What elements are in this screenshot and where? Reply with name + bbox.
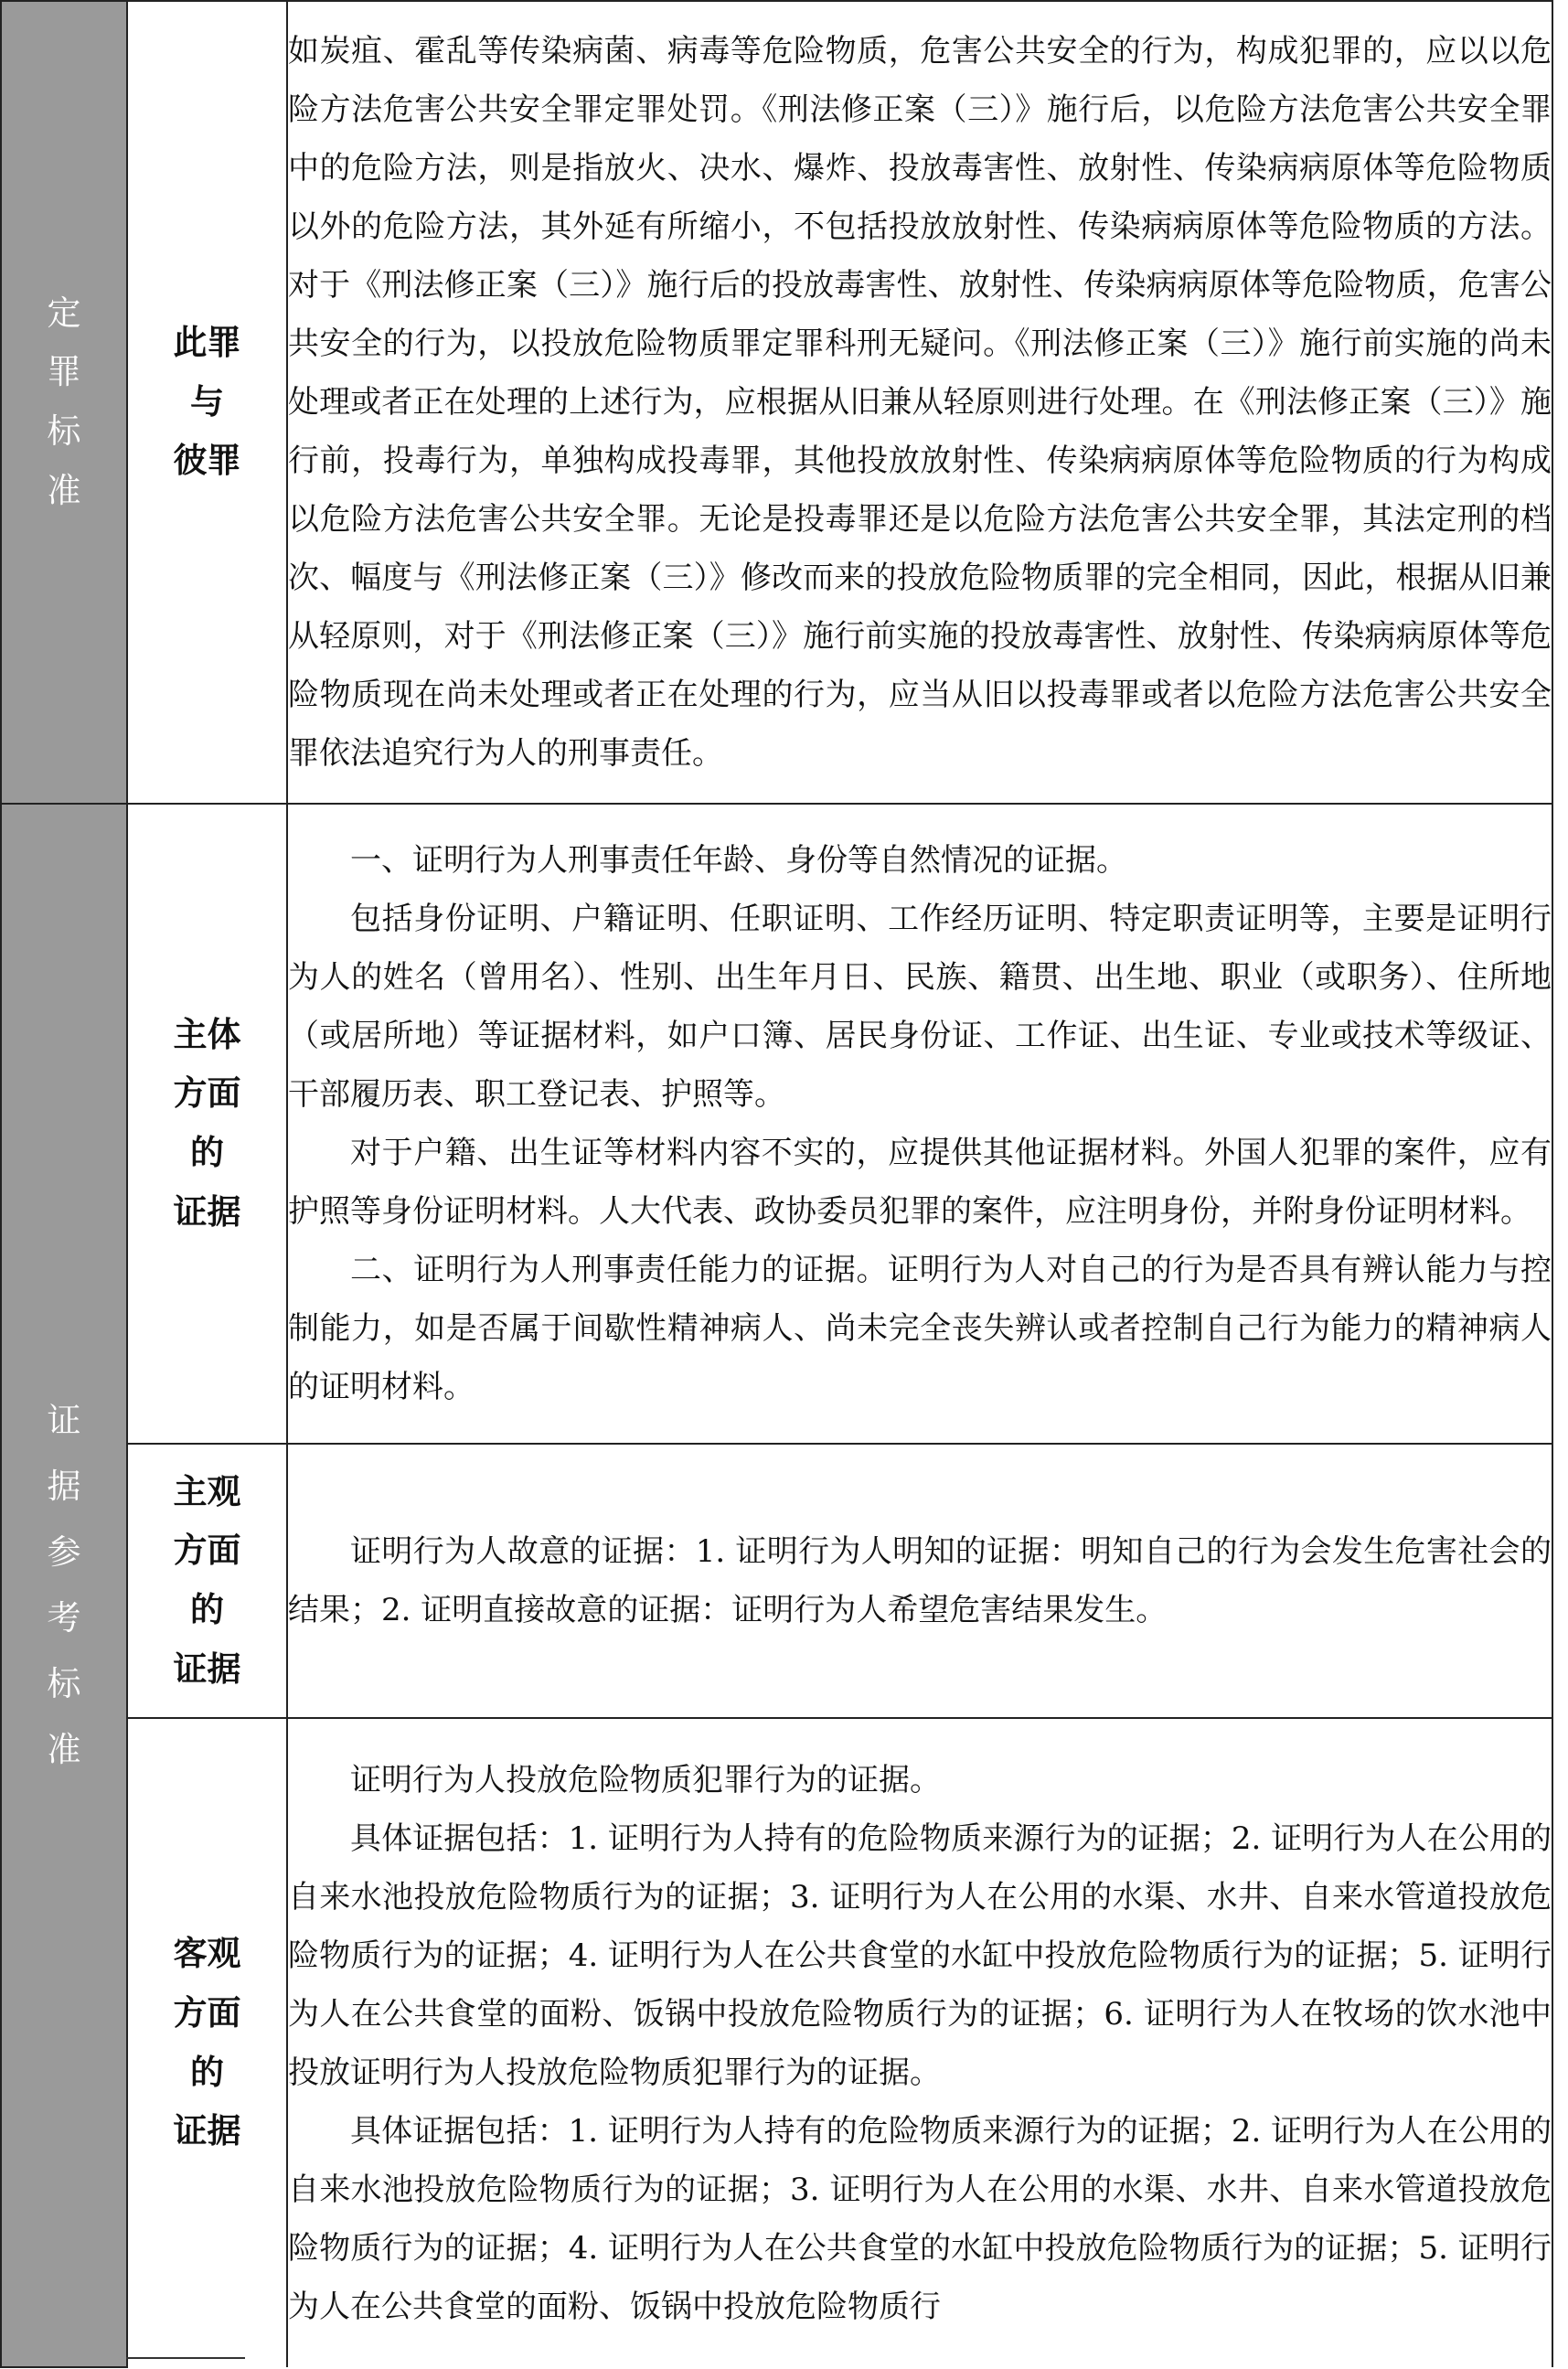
section-char: 考 [47,1598,81,1638]
paragraph: 证明行为人投放危险物质犯罪行为的证据。 [350,1761,941,1798]
paragraph: 如炭疽、霍乱等传染病菌、病毒等危险物质，危害公共安全的行为，构成犯罪的，应以以危险方法危害公共安全罪定罪处罚。《刑法修正案（三）》施行后，以危险方法危害公共安全罪中的危险方法，则是指放火、决水、爆炸、投放毒害性、放射性、传染病病原体等危险物质以外的危险方法，其外延有所缩小，不包括投放放射性、传染病病原体等危险物质的方法。对于《刑法修正案（三）》施行后的投放毒害性、放射性、传染病病原体等危险物质，危害公共安全的行为，以投放危险物质罪定罪科刑无疑问。《刑法修正案（三）》施行前实施的尚未处理或者正在处理的上述行为，应根据从旧兼从轻原则进行处理。在《刑法修正案（三）》施行前，投毒行为，单独构成投毒罪，其他投放放射性、传染病病原体等危险物质的行为构成以危险方法危害公共安全罪。无论是投毒罪还是以危险方法危害公共安全罪，其法定刑的档次、幅度与《刑法修正案（三）》修改而来的投放危险物质罪的完全相同，因此，根据从旧兼从轻原则，对于《刑法修正案（三）》施行前实施的投放毒害性、放射性、传染病病原体等危险物质现在尚未处理或者正在处理的行为，应当从旧以投毒罪或者以危险方法危害公共安全罪依法追究行为人的刑事责任。 [288,33,1552,772]
section-char: 据 [47,1466,81,1506]
row-label-line: 证据 [173,1649,241,1689]
paragraph: 对于户籍、出生证等材料内容不实的，应提供其他证据材料。外国人犯罪的案件，应有护照等身份证明材料。人大代表、政协委员犯罪的案件，应注明身份，并附身份证明材料。 [288,1135,1552,1230]
row-label-line: 证据 [173,1191,241,1232]
section-char: 标 [47,1664,81,1704]
footnote-divider [126,2357,245,2359]
section-char: 证 [47,1400,81,1440]
row-label-line: 方面 [173,1531,241,1571]
row-label-line: 与 [190,381,224,422]
section-char: 定 [47,293,81,333]
paragraph: 具体证据包括：1. 证明行为人持有的危险物质来源行为的证据；2. 证明行为人在公用的自来水池投放危险物质行为的证据；3. 证明行为人在公用的水渠、水井、自来水管道投放危险物质行为的证据；4. 证明行为人在公共食堂的水缸中投放危险物质行为的证据；5. 证明行为人在公共食堂的面粉、饭锅中投放危险物质行为的证据；6. 证明行为人在牧场的饮水池中投放证明行为人投放危险物质犯罪行为的证据。 [288,1819,1552,2091]
row-label-line: 的 [190,1590,224,1629]
paragraph: 二、证明行为人刑事责任能力的证据。证明行为人对自己的行为是否具有辨认能力与控制能力，如是否属于间歇性精神病人、尚未完全丧失辨认或者控制自己行为能力的精神病人的证明材料。 [288,1252,1552,1405]
table-row [1,1718,1552,2367]
paragraph: 一、证明行为人刑事责任年龄、身份等自然情况的证据。 [350,842,1127,879]
section-char: 参 [47,1531,81,1572]
row-content-keguan [287,1718,1552,2367]
section-char: 标 [47,411,81,451]
table-row [1,1,1552,804]
section-char: 准 [47,1730,81,1770]
row-label-line: 彼罪 [173,441,241,481]
row-label-zhuti [127,804,287,1444]
table-row [1,1444,1552,1718]
row-content-zhuguan [287,1444,1552,1718]
table-row [1,804,1552,1444]
row-label-line: 的 [190,2052,224,2092]
row-label-zhuguan [127,1444,287,1718]
row-label-line: 客观 [173,1934,241,1973]
row-label-line: 证据 [173,2111,241,2151]
paragraph: 证明行为人故意的证据：1. 证明行为人明知的证据：明知自己的行为会发生危害社会的结果；2. 证明直接故意的证据：证明行为人希望危害结果发生。 [288,1533,1552,1628]
row-label-line: 方面 [173,1073,241,1114]
row-label-line: 的 [190,1133,224,1172]
row-content-cizui [287,1,1552,804]
section-dingzui-standard [1,1,127,804]
row-label-line: 此罪 [173,322,241,362]
section-char: 准 [47,470,81,510]
paragraph: 包括身份证明、户籍证明、任职证明、工作经历证明、特定职责证明等，主要是证明行为人的姓名（曾用名）、性别、出生年月日、民族、籍贯、出生地、职业（或职务）、住所地（或居所地）等证据材料，如户口簿、居民身份证、工作证、出生证、专业或技术等级证、干部履历表、职工登记表、护照等。 [288,901,1552,1113]
row-label-cizui [127,1,287,804]
section-zhengju-standard [1,804,127,2367]
row-label-line: 主观 [173,1471,241,1511]
paragraph: 具体证据包括：1. 证明行为人持有的危险物质来源行为的证据；2. 证明行为人在公用的自来水池投放危险物质行为的证据；3. 证明行为人在公用的水渠、水井、自来水管道投放危险物质行为的证据；4. 证明行为人在公共食堂的水缸中投放危险物质行为的证据；5. 证明行为人在公共食堂的面粉、饭锅中投放危险物质行 [288,2112,1552,2325]
row-label-keguan [127,1718,287,2367]
row-content-zhuti [287,804,1552,1444]
row-label-line: 主体 [173,1014,241,1054]
row-label-line: 方面 [173,1992,241,2033]
section-char: 罪 [47,352,81,392]
